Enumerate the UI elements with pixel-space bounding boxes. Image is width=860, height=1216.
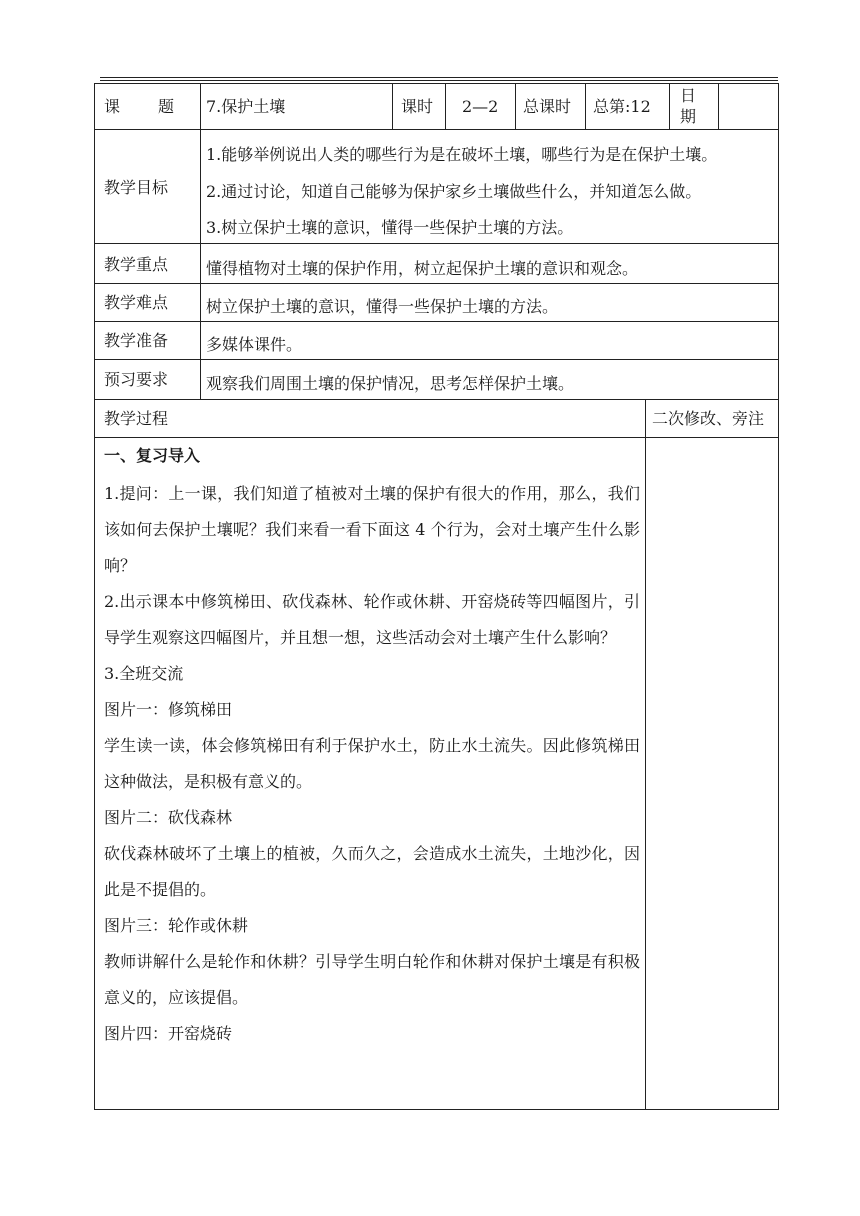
preparation-value: 多媒体课件。 (206, 335, 303, 354)
grid-line (94, 321, 779, 322)
difficulties-value: 树立保护土壤的意识，懂得一些保护土壤的方法。 (206, 297, 559, 316)
goal-item: 1.能够举例说出人类的哪些行为是在破坏土壤，哪些行为是在保护土壤。 (206, 145, 718, 164)
grid-line (94, 1109, 779, 1110)
total-hours-label: 总课时 (523, 97, 572, 116)
period-label: 课时 (401, 97, 434, 116)
process-paragraph: 图片三：轮作或休耕 (104, 916, 249, 935)
grid-line (585, 83, 586, 129)
grid-line (445, 83, 446, 129)
date-label-first-char: 日 (680, 86, 697, 105)
grid-line (645, 399, 646, 1110)
process-paragraph: 1.提问：上一课，我们知道了植被对土壤的保护有很大的作用，那么，我们该如何去保护土壤呢？我们来看一看下面这 4 个行为，会对土壤产生什么影响？ (104, 484, 640, 575)
topic-value: 7.保护土壤 (206, 97, 286, 116)
process-paragraph: 图片一：修筑梯田 (104, 700, 233, 719)
preparation-label: 教学准备 (104, 331, 169, 350)
date-label-second-char: 期 (680, 107, 697, 126)
goal-item: 2.通过讨论，知道自己能够为保护家乡土壤做些什么，并知道怎么做。 (206, 182, 702, 201)
grid-line (94, 283, 779, 284)
topic-label-second-char: 题 (158, 97, 175, 116)
section-title: 一、复习导入 (104, 446, 201, 465)
total-hours-value: 总第:12 (593, 97, 651, 116)
goals-label: 教学目标 (104, 178, 169, 197)
process-paragraph: 砍伐森林破坏了土壤上的植被，久而久之，会造成水土流失，土地沙化，因此是不提倡的。 (104, 844, 640, 899)
grid-line (94, 399, 779, 400)
grid-line (94, 129, 779, 130)
notes-label: 二次修改、旁注 (652, 409, 765, 428)
grid-line (94, 437, 779, 438)
preview-value: 观察我们周围土壤的保护情况，思考怎样保护土壤。 (206, 374, 575, 393)
grid-line (94, 83, 95, 1110)
period-value: 2—2 (462, 97, 499, 116)
grid-line (94, 243, 779, 244)
difficulties-label: 教学难点 (104, 293, 169, 312)
process-paragraph: 图片四：开窑烧砖 (104, 1024, 233, 1043)
header-rule-top (100, 77, 778, 78)
process-paragraph: 学生读一读，体会修筑梯田有利于保护水土，防止水土流失。因此修筑梯田这种做法，是积极有意义的。 (104, 736, 640, 791)
process-paragraph: 2.出示课本中修筑梯田、砍伐森林、轮作或休耕、开窑烧砖等四幅图片，引导学生观察这四幅图片，并且想一想，这些活动会对土壤产生什么影响？ (104, 592, 640, 647)
preview-label: 预习要求 (104, 370, 169, 389)
grid-line (392, 83, 393, 129)
process-body (104, 442, 640, 1052)
process-label: 教学过程 (104, 409, 169, 428)
key-points-value: 懂得植物对土壤的保护作用，树立起保护土壤的意识和观念。 (206, 259, 639, 278)
process-paragraph: 教师讲解什么是轮作和休耕？引导学生明白轮作和休耕对保护土壤是有积极意义的，应该提倡。 (104, 952, 640, 1007)
grid-line (94, 359, 779, 360)
grid-line (778, 83, 779, 1110)
goal-item: 3.树立保护土壤的意识，懂得一些保护土壤的方法。 (206, 218, 574, 237)
grid-line (94, 83, 779, 84)
grid-line (200, 83, 201, 399)
grid-line (515, 83, 516, 129)
key-points-label: 教学重点 (104, 255, 169, 274)
process-paragraph: 图片二：砍伐森林 (104, 808, 233, 827)
grid-line (669, 83, 670, 129)
grid-line (718, 83, 719, 129)
process-paragraph: 3.全班交流 (104, 664, 184, 683)
header-rule-bottom (100, 80, 778, 81)
topic-label-first-char: 课 (104, 97, 121, 116)
